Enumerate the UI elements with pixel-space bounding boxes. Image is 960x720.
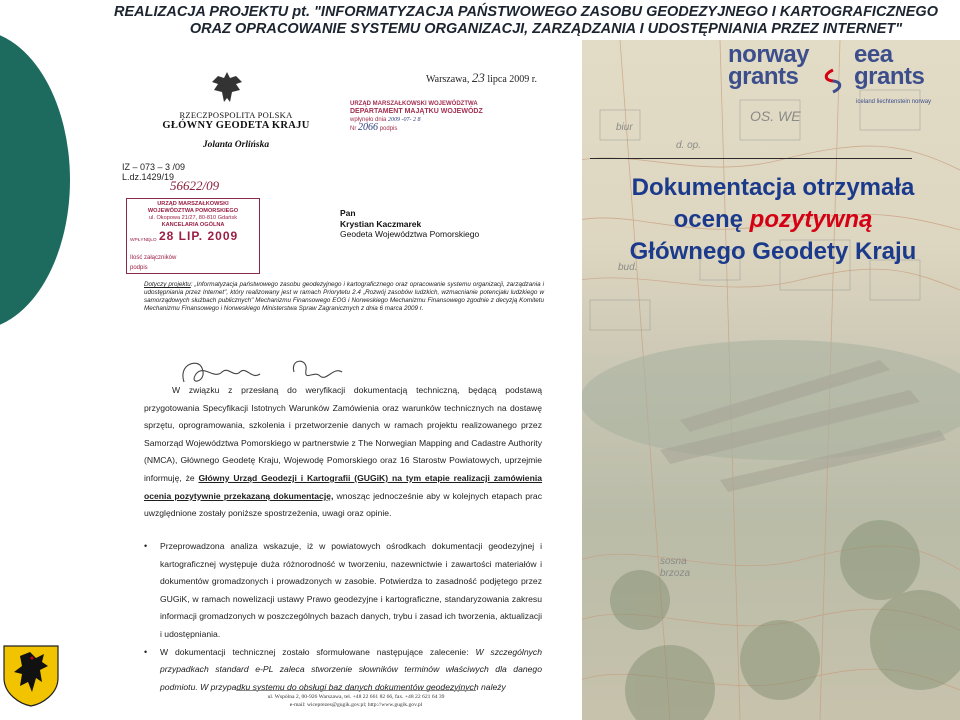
sender-office: GŁÓWNY GEODETA KRAJU xyxy=(162,120,310,131)
project-header xyxy=(96,4,956,38)
scanned-letter xyxy=(96,40,582,720)
title-line-2-prefix: ocenę xyxy=(673,206,750,233)
handwritten-registration-number: 56622/09 xyxy=(170,178,220,193)
pomeranian-griffin-crest-icon xyxy=(2,644,60,708)
grants-arrows-icon xyxy=(820,68,846,94)
bullet-2-italic-text: W szczególnych przypadkach standard e-PL zaleca stworzenie słowników terminów właściwych dla danego podmiotu. W przypadku systemu do obsługi baz danych dokumentów geodezyjnych należy xyxy=(160,646,542,692)
norway-logo-line-2: grants xyxy=(728,63,799,90)
department-received-stamp xyxy=(350,100,500,133)
stamp-box-line-4: KANCELARIA OGÓLNA xyxy=(161,222,225,228)
stamp-top-podpis: podpis xyxy=(379,126,398,132)
chancellery-received-stamp xyxy=(126,198,260,274)
stamp-top-date: 2009 -07- 2 8 xyxy=(388,117,421,123)
footer-contact: e-mail: wiceprezes@gugik.gov.pl; http://www.gugik.gov.pl xyxy=(289,702,423,708)
stamp-top-line-4: Nr xyxy=(350,126,357,132)
stamp-box-signature: podpis xyxy=(130,265,148,271)
subject-label: Dotyczy projektu xyxy=(144,281,191,288)
letter-footer xyxy=(236,690,476,709)
subject-text: : „Informatyzacja państwowego zasobu geodezyjnego i kartograficznego oraz opracowanie systemu organizacji, zarządzania i udostępniania przez Internet", który realizowany jest w ramach Priorytetu 2.4 „Rozwój zasobów ludzkich, wzmacnianie potencjału ludzkiego w samorządowych służbach publicznych" Mechanizmu Finansowego EOG i Norweskiego Mechanizmu Finansowego zgodnie z decyzją Komitetu Mechanizmu Finansowego i Norweskiego Ministerstwa Spraw Zagranicznych z dnia 6 marca 2009 r. xyxy=(144,281,544,313)
sender-name: Jolanta Orlińska xyxy=(202,140,270,150)
logo-countries-text: iceland liechtenstein norway xyxy=(856,99,932,105)
list-item xyxy=(144,644,542,697)
map-label-os-we: OS. WE xyxy=(750,108,801,124)
letter-addressee xyxy=(340,208,479,240)
letter-body xyxy=(144,382,542,523)
header-line-1: REALIZACJA PROJEKTU pt. "INFORMATYZACJA PAŃSTWOWEGO ZASOBU GEODEZYJNEGO I KARTOGRAFICZNEGO xyxy=(113,4,938,20)
title-line-3: Głównego Geodety Kraju xyxy=(629,238,917,265)
stamp-top-line-2: DEPARTAMENT MAJĄTKU WOJEWÓDZ xyxy=(350,108,483,115)
norway-logo-line-1: norway xyxy=(728,41,810,68)
letter-sender-heading xyxy=(156,110,316,150)
letter-date-handwritten: 23 xyxy=(471,70,485,85)
letter-date-suffix: lipca 2009 r. xyxy=(484,74,538,85)
stamp-box-attachments: Ilość załączników xyxy=(130,255,177,261)
list-item xyxy=(144,538,542,644)
letter-date xyxy=(426,70,537,86)
decorative-arc xyxy=(0,30,70,330)
stamp-top-number-row xyxy=(350,124,500,133)
slide-title xyxy=(586,172,960,268)
addressee-line-1: Pan xyxy=(340,208,356,218)
bullet-1-text: Przeprowadzona analiza wskazuje, iż w powiatowych ośrodkach dokumentacji geodezyjnej i kartograficznej występuje duża różnorodność w tworzeniu, nazewnictwie i zawartości materiałów i dokumentów gromadzonych i prowadzonych w zasobie. Potwierdza to zasadność podjętego przez GUGiK, w ramach nowelizacji ustawy Prawo geodezyjne i kartograficzne, standaryzowania zakresu informacji gromadzonych w poszczególnych bazach danych, trybu i zasad ich tworzenia, aktualizacji i udostępniania. xyxy=(160,541,542,639)
map-label-biur: biur xyxy=(616,122,633,133)
reference-line-1: IZ – 073 – 3 /09 xyxy=(122,162,186,172)
map-label-dop: d. op. xyxy=(676,140,702,151)
letter-bullet-list xyxy=(144,538,542,696)
eea-logo-line-1: eea xyxy=(854,41,893,68)
bullet-2-text: W dokumentacji technicznej zostało sformułowane następujące zalecenie: xyxy=(160,646,476,657)
body-text-bold: Główny Urząd Geodezji i Kartografii (GUGiK) na tym etapie realizacji zamówienia ocenia pozytywnie przekazaną dokumentację, xyxy=(144,472,542,501)
stamp-top-nr: 2066 xyxy=(358,122,379,133)
eea-logo-line-2: grants xyxy=(854,63,925,90)
stamp-box-line-2: WOJEWÓDZTWA POMORSKIEGO xyxy=(147,208,239,214)
norway-grants-logo xyxy=(728,41,810,90)
body-text-part-1: W związku z przesłaną do weryfikacji dokumentacją techniczną, będącą podstawą przygotowania Specyfikacji Istotnych Warunków Zamówienia oraz warunków technicznych na dostawę sprzętu, oprogramowania, szkolenia i przetworzenie danych w ramach projektu realizowanego przez Samorząd Województwa Pomorskiego w partnerstwie z The Norwegian Mapping and Cadastre Authority (NMCA), Głównego Geodetę Kraju, Wojewodę Pomorskiego oraz 16 Starostw Powiatowych, uprzejmie informuję, że xyxy=(144,385,542,483)
title-line-1: Dokumentacja otrzymała xyxy=(631,174,915,201)
header-line-2: ORAZ OPRACOWANIE SYSTEMU ORGANIZACJI, ZARZĄDZANIA I UDOSTĘPNIANIA PRZEZ INTERNET" xyxy=(189,21,903,37)
addressee-line-2: Krystian Kaczmarek xyxy=(340,218,422,229)
reference-line-2: L.dz.1429/19 xyxy=(122,172,175,182)
map-background-image xyxy=(580,40,960,720)
stamp-box-side: WPŁYNĘŁO xyxy=(130,238,157,243)
polish-eagle-emblem-icon xyxy=(210,70,244,106)
title-emphasis: pozytywną xyxy=(749,206,873,233)
stamp-box-line-3: ul. Okopowa 21/27, 80-810 Gdańsk xyxy=(148,215,237,221)
title-line-2 xyxy=(586,204,960,236)
title-divider xyxy=(590,158,912,159)
letter-date-prefix: Warszawa, xyxy=(426,74,472,85)
stamp-box-date: 28 LIP. 2009 xyxy=(159,229,239,243)
map-label-bud: bud. xyxy=(618,262,638,273)
footer-address: ul. Wspólna 2, 00-926 Warszawa, tel. +48 22 661 82 66, fax. +48 22 621 64 39 xyxy=(267,694,445,700)
letter-subject xyxy=(144,281,544,313)
map-label-brzoza: brzoza xyxy=(660,568,691,579)
map-label-sosna: sosna xyxy=(660,556,687,567)
sender-country: RZECZPOSPOLITA POLSKA xyxy=(179,110,293,120)
body-text-part-2: wnosząc jednocześnie aby w kolejnych etapach prac uwzględnione zostały poniższe spostrzeżenia, uwagi oraz opinie. xyxy=(144,490,542,519)
stamp-top-line-3: wpłynęło dnia xyxy=(350,117,387,123)
stamp-box-line-1: URZĄD MARSZAŁKOWSKI xyxy=(157,201,229,207)
addressee-line-3: Geodeta Województwa Pomorskiego xyxy=(340,229,480,239)
stamp-top-line-1: URZĄD MARSZAŁKOWSKI WOJEWÓDZTWA xyxy=(350,101,478,107)
eea-grants-logo xyxy=(854,41,925,90)
